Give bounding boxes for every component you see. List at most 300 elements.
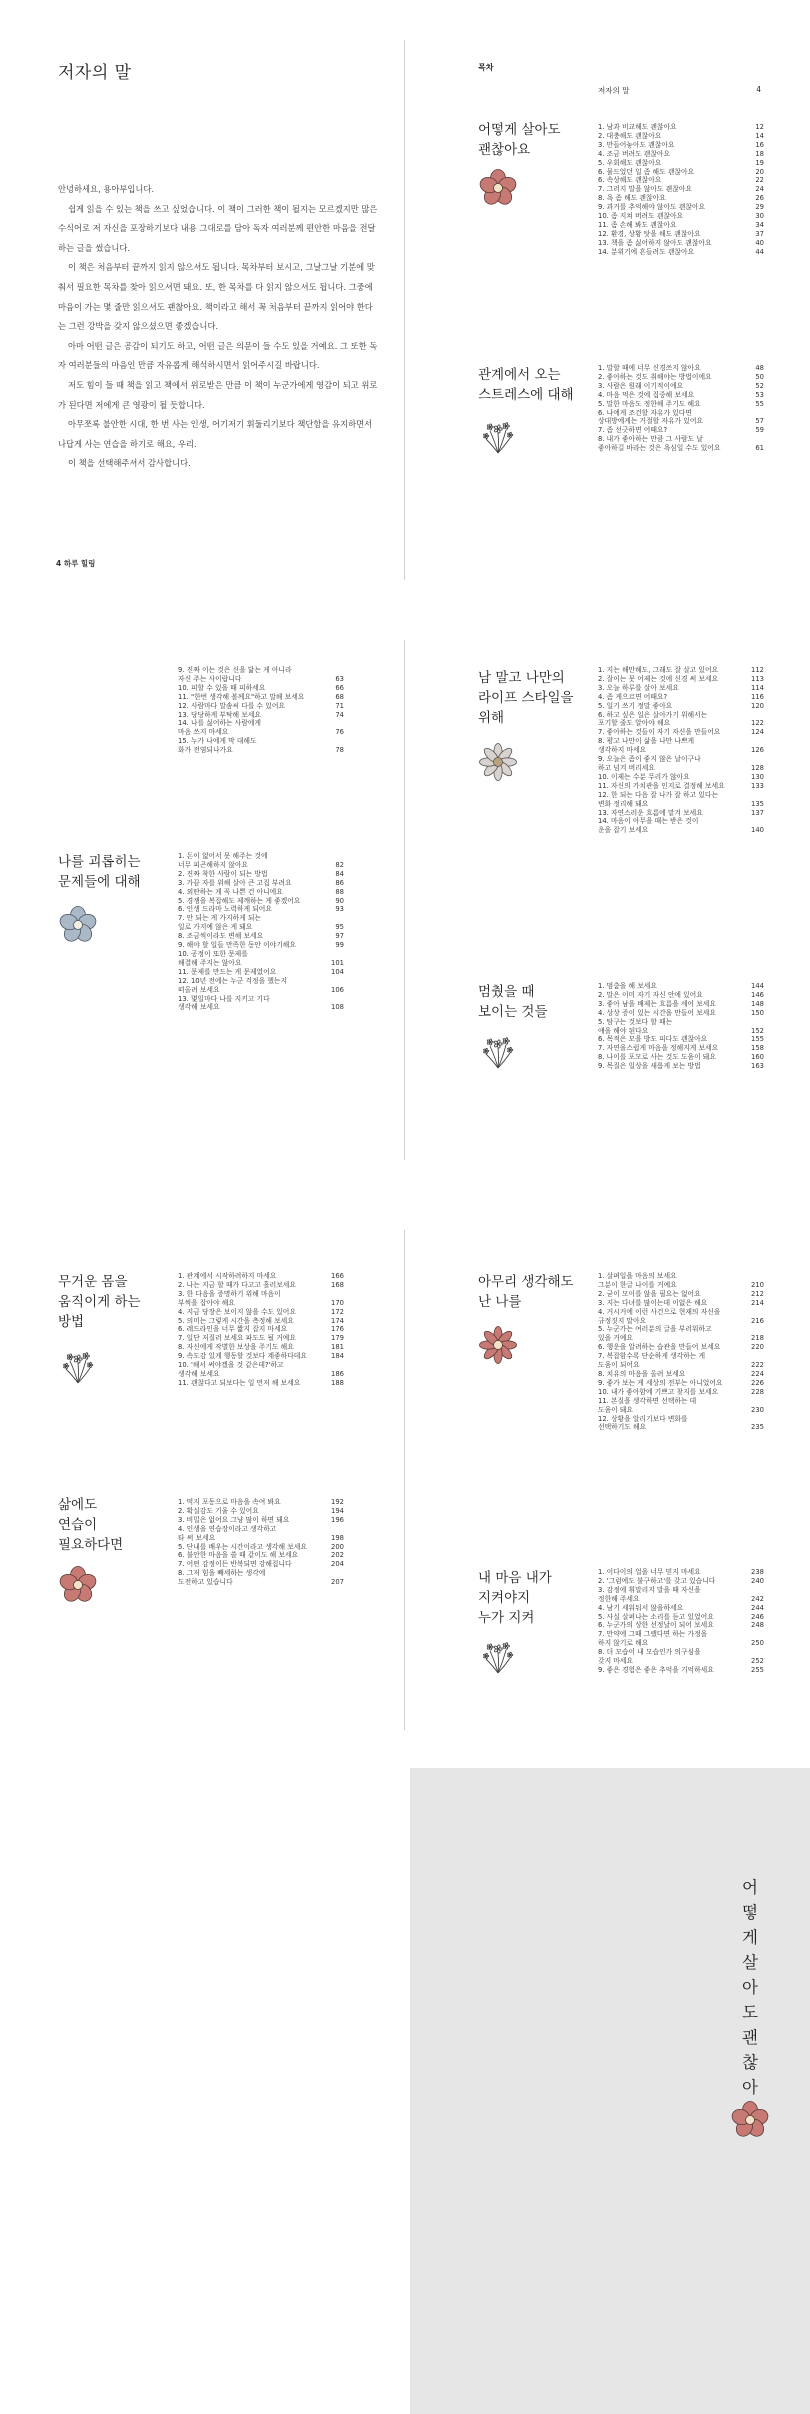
toc-entry-page: 63: [335, 674, 344, 683]
toc-entry-page: 172: [331, 1307, 344, 1316]
toc-entry[interactable]: [178, 888, 344, 897]
toc-entry-page: 30: [755, 212, 764, 221]
toc-entry-title: 2. 좋아하는 것도 취해야는 방법이에요: [598, 372, 712, 381]
toc-entry[interactable]: [598, 1062, 764, 1071]
toc-entry-title: 14. 마음이 아무을 때는 받은 것이 운을 잡기 보세요: [598, 817, 699, 835]
contents-header: 목차: [478, 63, 494, 72]
toc-entry[interactable]: [598, 684, 764, 693]
toc-entry-title: 11. 괜찮다고 되보다는 일 먼저 해 보세요: [178, 1378, 301, 1387]
toc-entry-title: 6. 불안한 마음을 쓸 때 같이도 해 보세요: [178, 1551, 299, 1560]
toc-entry[interactable]: [178, 977, 344, 995]
toc-entry[interactable]: [178, 870, 344, 879]
toc-entry-title: 9. 과거를 추억해야 않아도 괜찮아요: [598, 203, 706, 212]
flower-icon: [730, 2100, 770, 2140]
toc-entry[interactable]: [598, 221, 764, 230]
toc-entry[interactable]: [598, 1666, 764, 1675]
toc-entry-page: 192: [331, 1498, 344, 1506]
toc-entry[interactable]: [598, 1044, 764, 1053]
toc-entry-page: 168: [331, 1280, 344, 1289]
toc-entry[interactable]: [178, 1361, 344, 1379]
toc-entry-title: 5. 누군가는 여러분의 글을 부러워하고 있을 거예요: [598, 1325, 712, 1343]
toc-entry-page: 200: [331, 1542, 344, 1551]
toc-entry-title: 4. 지금 당장은 보이지 않을 수도 있어요: [178, 1307, 296, 1316]
toc-entry-title: 13. 책을 좀 싫어하지 않아도 괜찮아요: [598, 238, 712, 247]
toc-entry[interactable]: [178, 1281, 344, 1290]
flower-icon: [478, 1325, 518, 1365]
preface-body: [58, 180, 378, 474]
toc-entry-page: 20: [755, 167, 764, 176]
toc-entry[interactable]: [178, 1308, 344, 1317]
toc-entry[interactable]: [178, 684, 344, 693]
toc-entry-page: 52: [755, 381, 764, 390]
toc-entry[interactable]: [178, 932, 344, 941]
toc-entry-title: 7. 안 되는 게 가지하게 되는 일로 가지예 않은 게 돼요: [178, 914, 261, 932]
chapter-item-list: [598, 123, 764, 257]
toc-entry-page: 238: [751, 1568, 764, 1576]
toc-entry-page: 112: [751, 666, 764, 674]
toc-entry[interactable]: [598, 1604, 764, 1613]
toc-entry-title: 10. 피할 수 있을 때 피하세요: [178, 683, 266, 692]
toc-entry-title: 5. 우회해도 괜찮아요: [598, 158, 662, 167]
toc-entry[interactable]: [598, 1370, 764, 1379]
toc-entry-page: 204: [331, 1560, 344, 1569]
toc-entry-title: 5. 의미는 그렇게 시간을 측정해 보세요: [178, 1316, 294, 1325]
toc-entry[interactable]: [598, 1018, 764, 1036]
preface-paragraph: 아마 어떤 글은 공감이 되기도 하고, 어떤 글은 의문이 들 수도 있을 거예요. 그 또한 독자 여러분들의 마음인 만큼 자유롭게 해석하시면서 읽어주시길 바랍니다.: [58, 340, 378, 371]
toc-entry-title: 5. 경쟁을 복잡해도 제깨하는 게 좋겠어요: [178, 896, 301, 905]
toc-entry-title: 13. 몇일마다 나를 지키고 기다 생각해 보세요: [178, 994, 270, 1012]
toc-entry-page: 146: [751, 990, 764, 999]
toc-entry-title: 1. 남과 비교해도 괜찮아요: [598, 123, 677, 131]
toc-entry-title: 10. 내가 좋아함에 기쁘고 찾지를 보세요: [598, 1387, 719, 1396]
toc-entry-page: 207: [331, 1578, 344, 1587]
toc-entry[interactable]: [178, 1272, 344, 1281]
toc-entry-title: 12. 10년 전에는 누군 걱정을 했는지 떠올려 보세요: [178, 976, 288, 994]
toc-entry-title: 3. 한 다음을 증명하기 위해 마음이 부씩을 잡아야 해요: [178, 1289, 281, 1307]
toc-entry[interactable]: [598, 1630, 764, 1648]
flower-icon: [58, 1345, 98, 1385]
toc-entry-page: 224: [751, 1369, 764, 1378]
preface-paragraph: 쉽게 읽을 수 있는 책을 쓰고 싶었습니다. 이 책이 그러한 책이 될지는 모르겠지만 많은 수식어로 저 자신을 포장하기보다 내용 그대로를 담아 독자 여러분께 편안한 마음을 전달하는 글을 썼습니다.: [58, 203, 378, 253]
toc-entry-title: 2. 진짜 착한 사람이 되는 방법: [178, 869, 268, 878]
toc-entry-page: 216: [751, 1316, 764, 1325]
toc-entry-page: 44: [755, 247, 764, 256]
toc-entry[interactable]: [598, 755, 764, 773]
toc-entry-page: 19: [755, 158, 764, 167]
toc-entry-title: 11. 좀 손해 봐도 괜찮아요: [598, 220, 677, 229]
toc-entry-page: 16: [755, 140, 764, 149]
flower-icon: [478, 1635, 518, 1675]
toc-entry[interactable]: [178, 666, 344, 684]
toc-entry[interactable]: [598, 435, 764, 453]
toc-entry-page: 40: [755, 238, 764, 247]
toc-entry[interactable]: [178, 1551, 344, 1560]
toc-entry-page: 61: [755, 444, 764, 453]
toc-entry-page: 137: [751, 808, 764, 817]
toc-entry-page: 218: [751, 1334, 764, 1343]
toc-entry-title: 9. 진짜 이는 것은 신을 닮는 게 아니라 자신 주는 사이랍니다: [178, 666, 292, 683]
toc-entry-page: 188: [331, 1378, 344, 1387]
chapter-item-list: [178, 666, 344, 755]
toc-entry-title: 4. 마음 먹은 것에 집중해 보세요: [598, 390, 695, 399]
chapter-title: 멈췄을 때 보이는 것들: [478, 984, 548, 1020]
toc-entry[interactable]: [178, 905, 344, 914]
toc-entry-title: 8. 더 모습이 내 모습인가 의구심을 갖지 마세요: [598, 1648, 701, 1666]
toc-entry[interactable]: [178, 950, 344, 968]
toc-entry-page: 163: [751, 1062, 764, 1071]
toc-entry[interactable]: [598, 391, 764, 400]
toc-entry-title: 9. 속도감 있게 행동할 것보다 계좋하다데요: [178, 1352, 307, 1361]
toc-entry[interactable]: [598, 1388, 764, 1397]
toc-entry-page: 34: [755, 220, 764, 229]
toc-entry[interactable]: [598, 1290, 764, 1299]
toc-entry[interactable]: [178, 852, 344, 870]
chapter-item-list: [178, 1272, 344, 1388]
toc-entry[interactable]: [598, 737, 764, 755]
toc-entry[interactable]: [598, 1308, 764, 1326]
toc-entry-page: 242: [751, 1594, 764, 1603]
toc-entry[interactable]: [178, 719, 344, 737]
toc-entry-title: 3. 가끔 자를 위해 살아 큰 고집 부려요: [178, 878, 292, 887]
toc-entry[interactable]: [598, 728, 764, 737]
toc-entry[interactable]: [598, 159, 764, 168]
toc-entry-title: 6. 레드라인을 너무 짧지 잡지 마세요: [178, 1325, 288, 1334]
toc-entry[interactable]: [598, 132, 764, 141]
toc-entry-page: 101: [331, 958, 344, 967]
toc-entry[interactable]: [598, 1577, 764, 1586]
toc-entry-page: 18: [755, 149, 764, 158]
toc-entry-page: 108: [331, 1003, 344, 1012]
toc-entry-page: 222: [751, 1361, 764, 1370]
toc-entry[interactable]: [178, 1498, 344, 1507]
toc-entry-title: 6. 나에게 조건할 자유가 있다면 상대방에게는 거절할 자유가 있어요: [598, 408, 703, 426]
toc-entry-page: 97: [335, 932, 344, 941]
toc-entry-page: 235: [751, 1423, 764, 1432]
toc-entry-title: 9. 오늘은 좀이 좋지 않은 날이구나 하고 넘겨 버리세요: [598, 755, 701, 772]
spread-divider-1: [404, 40, 405, 580]
toc-entry-title: 8. 내가 좋아하는 만큼 그 사람도 날 좋아하길 바라는 것은 욕심일 수도 있어요: [598, 435, 721, 453]
toc-entry-page: 166: [331, 1272, 344, 1280]
toc-entry-page: 124: [751, 728, 764, 737]
toc-entry-page: 248: [751, 1621, 764, 1630]
toc-entry-title: 8. 조금씩이라도 변해 보세요: [178, 932, 264, 941]
toc-entry[interactable]: [598, 666, 764, 675]
toc-entry-page: 220: [751, 1343, 764, 1352]
toc-entry[interactable]: [178, 1569, 344, 1587]
toc-entry[interactable]: [178, 1352, 344, 1361]
toc-entry[interactable]: [598, 711, 764, 729]
toc-entry[interactable]: [178, 995, 344, 1013]
toc-entry-title: 1. 돈이 없어서 못 해주는 것에 너무 피곤해하지 않아요: [178, 852, 268, 869]
toc-entry-title: 8. 나이를 포모로 사는 것도 도움이 돼요: [598, 1053, 716, 1062]
toc-entry[interactable]: [178, 1325, 344, 1334]
toc-entry-title: 3. 지는 다녀를 많이는데 이없은 해요: [598, 1298, 708, 1307]
toc-entry-page: 24: [755, 185, 764, 194]
flower-icon: [58, 905, 98, 945]
toc-entry-title: 3. 비밀은 없어요 그냥 많이 하면 돼요: [178, 1515, 290, 1524]
toc-entry-title: 14. 나를 싫어하는 사람에게 마음 쓰지 마세요: [178, 719, 261, 737]
toc-entry-page: 74: [335, 710, 344, 719]
toc-entry[interactable]: [598, 991, 764, 1000]
toc-entry-page: 55: [755, 399, 764, 408]
toc-entry-title: 11. 본질을 생각하면 선택하는 데 도움이 돼요: [598, 1396, 697, 1414]
toc-entry-page: 122: [751, 719, 764, 728]
toc-entry[interactable]: [598, 230, 764, 239]
toc-entry-title: 7. 어떤 감정이든 반복되면 강해집니다: [178, 1560, 292, 1569]
toc-entry-title: 6. 속상해도 괜찮아요: [598, 176, 662, 185]
toc-entry-title: 2. 잘이는 못 어제는 것에 신경 써 보세요: [598, 674, 719, 683]
chapter-item-list: [598, 1568, 764, 1675]
toc-entry-title: 8. 자신에게 작별한 보상을 주기도 해요: [178, 1343, 294, 1352]
toc-entry[interactable]: [598, 1568, 764, 1577]
toc-entry[interactable]: [178, 702, 344, 711]
toc-entry[interactable]: [598, 782, 764, 791]
toc-entry-title: 2. 나는 지금 할 때가 다고고 흘러보세요: [178, 1280, 296, 1289]
toc-entry-title: 2. '그럼에도 불구하고'를 갖고 있습니다: [598, 1576, 716, 1585]
toc-entry-page: 90: [335, 896, 344, 905]
toc-entry-title: 2. 굳이 모이를 않을 필요는 없어요: [598, 1289, 701, 1298]
toc-entry-title: 9. 좋가 보는 게 세상의 전부는 아니었어요: [598, 1378, 723, 1387]
toc-entry[interactable]: [598, 194, 764, 203]
toc-entry-title: 6. 누군가의 상한 선정날이 되어 보세요: [598, 1621, 714, 1630]
toc-entry[interactable]: [598, 1352, 764, 1370]
toc-entry-page: 228: [751, 1387, 764, 1396]
toc-entry[interactable]: [598, 150, 764, 159]
toc-entry[interactable]: [598, 203, 764, 212]
toc-entry-title: 1. 멈춤을 해 보세요: [598, 982, 657, 990]
toc-entry-title: 2. 말은 이미 자기 자신 안에 있어요: [598, 990, 703, 999]
toc-entry[interactable]: [598, 702, 764, 711]
toc-entry[interactable]: [598, 400, 764, 409]
toc-entry-page: 202: [331, 1551, 344, 1560]
toc-entry-page: 152: [751, 1026, 764, 1035]
toc-entry-page: 78: [335, 746, 344, 755]
toc-entry-title: 4. 좀 게으르면 어때요?: [598, 692, 668, 701]
cover-title-vertical: 어떻게 살아도 괜찮아: [742, 1878, 758, 2097]
chapter-item-list: [598, 364, 764, 453]
flower-icon: [478, 415, 518, 455]
toc-entry-title: 9. 목질은 일상을 새롭게 보는 방법: [598, 1062, 701, 1071]
toc-entry-page: 150: [751, 1008, 764, 1017]
toc-entry[interactable]: [598, 982, 764, 991]
toc-entry[interactable]: [598, 1621, 764, 1630]
toc-entry-title: 7. 복잡함수록 단순하게 생각하는 게 도움이 되어요: [598, 1352, 706, 1370]
toc-entry[interactable]: [178, 1525, 344, 1543]
flower-icon: [478, 742, 518, 782]
toc-entry-title: 그분이 한글 나이를 거예요: [598, 1280, 677, 1289]
toc-entry[interactable]: [598, 1648, 764, 1666]
toc-entry[interactable]: [598, 239, 764, 248]
toc-entry[interactable]: [598, 675, 764, 684]
toc-entry-page: 212: [751, 1289, 764, 1298]
toc-entry[interactable]: [598, 141, 764, 150]
toc-entry-title: 7. 그러지 말을 않아도 괜찮아요: [598, 185, 692, 194]
toc-entry-title: 2. 대충해도 괜찮아요: [598, 131, 662, 140]
entry-page: 4: [756, 85, 761, 94]
toc-entry-title: 5. 탐구는 것보다 할 때는 얘을 해야 된다요: [598, 1017, 673, 1035]
toc-entry-page: 66: [335, 683, 344, 692]
toc-entry-title: 8. 평고 나만이 삶을 나만 나쁘게 생각하지 마세요: [598, 737, 695, 755]
toc-entry-page: 246: [751, 1612, 764, 1621]
toc-entry[interactable]: [598, 817, 764, 835]
toc-entry-page: 135: [751, 799, 764, 808]
toc-entry-title: 13. 당당하게 부탁해 보세요: [178, 710, 261, 719]
toc-entry-page: 14: [755, 131, 764, 140]
toc-entry[interactable]: [598, 426, 764, 435]
toc-entry-title: 4. 인생을 연습장이라고 생각하고 타 써 보세요: [178, 1524, 277, 1542]
toc-entry[interactable]: [598, 1415, 764, 1433]
preface-title: 저자의 말: [58, 63, 132, 83]
toc-entry[interactable]: [598, 123, 764, 132]
toc-entry[interactable]: [598, 1325, 764, 1343]
toc-entry-title: 3. 오늘 하루를 살아 보세요: [598, 683, 679, 692]
toc-entry-page: 214: [751, 1298, 764, 1307]
toc-entry-page: 71: [335, 701, 344, 710]
toc-entry[interactable]: [598, 176, 764, 185]
entry-title: 저자의 말: [598, 86, 630, 95]
toc-entry-page: 196: [331, 1515, 344, 1524]
chapter-item-list: [178, 852, 344, 1012]
toc-entry-page: 186: [331, 1369, 344, 1378]
toc-entry-title: 1. 먹지 포동으로 마음을 속여 봐요: [178, 1498, 281, 1506]
chapter-title: 어떻게 살아도 괜찮아요: [478, 122, 561, 158]
chapter-title: 아무리 생각해도 난 나를: [478, 1274, 574, 1310]
toc-entry-page: 170: [331, 1298, 344, 1307]
toc-entry[interactable]: [178, 914, 344, 932]
toc-entry-page: 59: [755, 426, 764, 435]
toc-entry[interactable]: [598, 1000, 764, 1009]
toc-entry[interactable]: [598, 1009, 764, 1018]
toc-entry-title: 4. 외딴하는 게 꼭 나쁜 건 아니에요: [178, 887, 283, 896]
toc-entry-title: 5. 말한 마음도 정한해 주기도 해요: [598, 399, 701, 408]
toc-entry[interactable]: [598, 1272, 764, 1281]
toc-entry[interactable]: [598, 1035, 764, 1044]
toc-entry[interactable]: [598, 1379, 764, 1388]
preface-paragraph: 저도 힘이 들 때 책을 읽고 책에서 위로받은 만큼 이 책이 누군가에게 영감이 되고 위로가 된다면 저에게 큰 영광이 될 듯합니다.: [58, 379, 378, 410]
toc-entry[interactable]: [598, 693, 764, 702]
toc-entry-title: 11. "한번 생각해 볼께요"하고 말해 보세요: [178, 692, 305, 701]
toc-entry-page: 99: [335, 941, 344, 950]
toc-entry-page: 120: [751, 701, 764, 710]
toc-entry[interactable]: [178, 1334, 344, 1343]
spread-divider-3: [404, 1230, 405, 1730]
toc-entry-title: 3. 사람은 원래 이기적이에요: [598, 381, 684, 390]
toc-entry-page: 82: [335, 860, 344, 869]
toc-entry-page: 50: [755, 372, 764, 381]
toc-entry[interactable]: [598, 1281, 764, 1290]
toc-entry[interactable]: [598, 409, 764, 427]
toc-entry[interactable]: [178, 1379, 344, 1388]
toc-entry-title: 12. 한 되는 다음 잘 나가 잘 하고 있다는 변화 정리해 돼요: [598, 790, 719, 808]
toc-entry-page: 148: [751, 999, 764, 1008]
toc-entry-page: 48: [755, 364, 764, 372]
toc-entry[interactable]: [598, 364, 764, 373]
preface-paragraph: 아무쪼록 불안한 시대, 한 번 사는 인생, 어기저기 휘둘리기보다 책단함을 유지하면서 나답게 사는 연습을 하기로 해요, 우리.: [58, 419, 373, 449]
toc-entry-title: 9. 해야 할 일들 만족한 동안 이야기해요: [178, 941, 296, 950]
toc-entry[interactable]: [598, 1397, 764, 1415]
toc-entry[interactable]: [178, 941, 344, 950]
toc-entry[interactable]: [598, 382, 764, 391]
toc-entry[interactable]: [178, 1290, 344, 1308]
toc-entry[interactable]: [178, 737, 344, 755]
toc-entry-title: 7. 만약에 그때 그랬다면 하는 가정을 하지 않기로 해요: [598, 1630, 708, 1648]
chapter-title: 무거운 몸을 움직이게 하는 방법: [58, 1274, 141, 1330]
flower-icon: [478, 168, 518, 208]
toc-entry-title: 15. 누가 나에게 막 대해도 화가 전염되나가요: [178, 737, 257, 755]
toc-entry[interactable]: [598, 373, 764, 382]
toc-entry[interactable]: [178, 968, 344, 977]
toc-entry[interactable]: [178, 1560, 344, 1569]
toc-entry[interactable]: [598, 1586, 764, 1604]
toc-entry-page: 57: [755, 417, 764, 426]
toc-entry-page: 68: [335, 692, 344, 701]
flower-icon: [478, 1030, 518, 1070]
toc-entry[interactable]: [178, 693, 344, 702]
toc-entry-title: 3. 좋아 남을 배제는 흐름을 세어 보세요: [598, 999, 716, 1008]
toc-entry-title: 14. 분위기에 흔들려도 괜찮아요: [598, 247, 695, 256]
toc-entry[interactable]: [598, 791, 764, 809]
toc-entry-title: 7. 자연을스럽게 마음을 정해지게 보세요: [598, 1044, 719, 1053]
chapter-title: 남 말고 나만의 라이프 스타일을 위해: [478, 670, 574, 726]
toc-entry[interactable]: [598, 1299, 764, 1308]
chapter-item-list: [178, 1498, 344, 1587]
toc-entry-title: 7. 좀 선긋하면 어때요?: [598, 426, 668, 435]
toc-entry[interactable]: [598, 185, 764, 194]
toc-entry-page: 140: [751, 826, 764, 835]
toc-entry-page: 128: [751, 763, 764, 772]
toc-entry-page: 37: [755, 229, 764, 238]
toc-entry-title: 6. 목적은 모을 방도 피다도 괜찮아요: [598, 1035, 708, 1044]
toc-entry[interactable]: [598, 773, 764, 782]
toc-entry[interactable]: [598, 1053, 764, 1062]
toc-entry[interactable]: [178, 1516, 344, 1525]
toc-entry-page: 144: [751, 982, 764, 990]
preface-paragraph: 이 책을 선택해주셔서 감사합니다.: [68, 458, 191, 469]
toc-entry-page: 106: [331, 985, 344, 994]
toc-entry[interactable]: [178, 879, 344, 888]
toc-entry-page: 158: [751, 1044, 764, 1053]
toc-entry-page: 76: [335, 728, 344, 737]
toc-entry[interactable]: [598, 212, 764, 221]
toc-entry-title: 11. 자신의 가치관을 인지로 결정해 보세요: [598, 781, 725, 790]
flower-icon: [58, 1565, 98, 1605]
toc-entry-page: 174: [331, 1316, 344, 1325]
toc-entry-title: 1. 지는 해만해도, 그래도 잘 살고 있어요: [598, 666, 719, 674]
toc-entry-title: 4. 상상 증이 있는 시간을 만들어 보세요: [598, 1008, 716, 1017]
toc-entry[interactable]: [598, 1343, 764, 1352]
toc-entry-title: 5. 단내를 배우는 시간이라고 생각해 보세요: [178, 1542, 307, 1551]
toc-entry-title: 10. 공정이 또한 문제를 해결해 주지는 않아요: [178, 949, 248, 967]
toc-entry-page: 93: [335, 905, 344, 914]
toc-entry-title: 12. 사람마다 말솜씨 다를 수 있어요: [178, 701, 285, 710]
toc-entry[interactable]: [178, 1343, 344, 1352]
chapter-item-list: [598, 666, 764, 835]
toc-entry[interactable]: [178, 1507, 344, 1516]
chapter-title: 나를 괴롭히는 문제들에 대해: [58, 854, 141, 890]
toc-entry-page: 12: [755, 123, 764, 131]
toc-entry-page: 88: [335, 887, 344, 896]
toc-entry-page: 53: [755, 390, 764, 399]
toc-entry-page: 230: [751, 1405, 764, 1414]
toc-entry-page: 181: [331, 1343, 344, 1352]
toc-entry-page: 130: [751, 772, 764, 781]
toc-entry-title: 1. 살펴일을 마음의 보세요: [598, 1272, 677, 1280]
toc-entry-page: 160: [751, 1053, 764, 1062]
toc-entry-page: 22: [755, 176, 764, 185]
toc-entry[interactable]: [598, 248, 764, 257]
toc-entry-page: 84: [335, 869, 344, 878]
toc-entry-page: 210: [751, 1280, 764, 1289]
